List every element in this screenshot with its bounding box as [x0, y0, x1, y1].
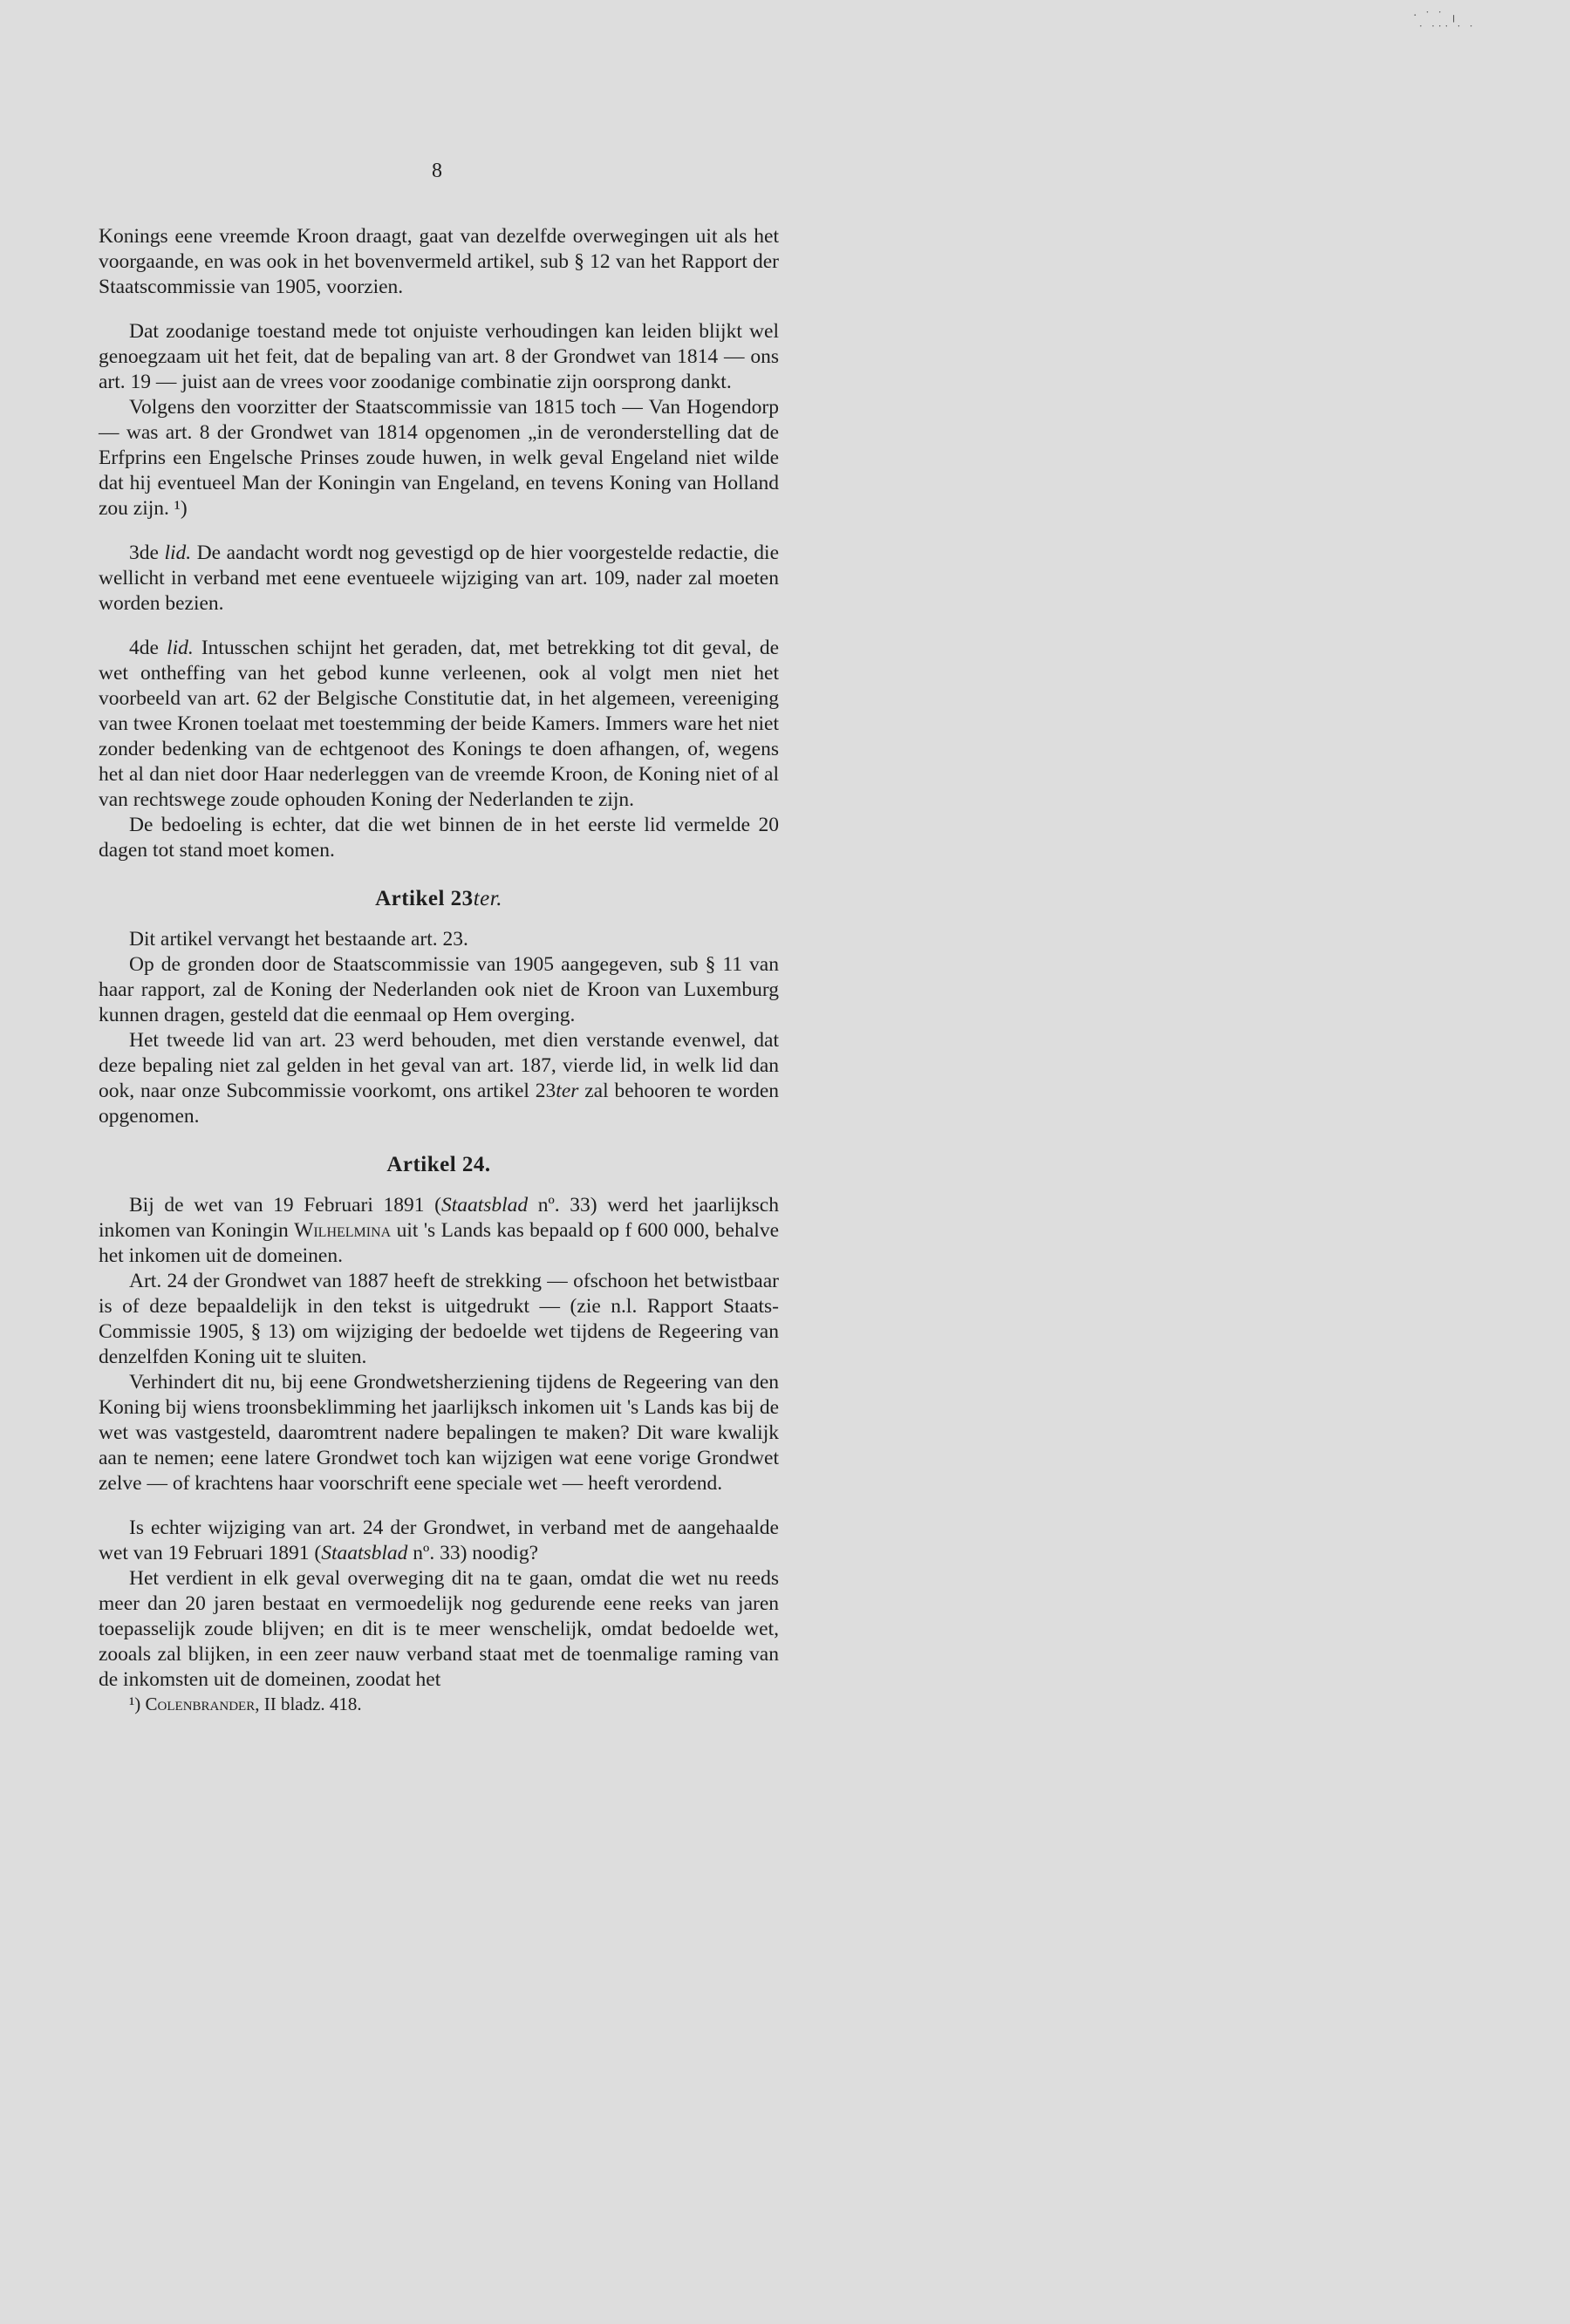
paragraph-lid-4-continued: De bedoeling is echter, dat die wet binnen de in het eerste lid vermelde 20 dagen tot stand moet komen.: [99, 814, 779, 862]
lid-4-lid: lid.: [167, 637, 194, 659]
paragraph-23ter-1: Dit artikel vervangt het bestaande art. 23.: [129, 928, 468, 951]
page-number: 8: [432, 160, 442, 182]
paragraph-toestand: Dat zoodanige toestand mede tot onjuiste verhoudingen kan leiden blijkt wel genoegzaam uit het feit, dat de bepaling van art. 8 der Grondwet van 1814 — ons art. 19 — juist aan de vrees voor zoodanige combinatie zijn oorsprong dankt.: [99, 320, 779, 393]
scan-specks: · ˙ ˙ ╷ ˙ ˙˙˙ ˙ ˙: [1413, 10, 1476, 37]
paragraph-lid-3: [99, 541, 779, 617]
lid-3-lid: lid.: [164, 542, 192, 564]
art24-p1-c: uit 's Lands kas bepaald op f 600 000, behalve het inkomen uit de domeinen.: [99, 1219, 779, 1267]
paragraph-24-3: Verhindert dit nu, bij eene Grondwetsherziening tijdens de Regeering van den Koning bij wiens troonsbeklimming het jaarlijksch inkomen uit 's Lands kas bij de wet was vastgesteld, daaromtrent nadere bepalingen te maken? Dit ware kwalijk aan te nemen; eene latere Grondwet toch kan wijzigen wat eene vorige Grondwet zelve — of krachtens haar voorschrift eene speciale wet — heeft verordend.: [99, 1371, 779, 1495]
art24-p4-b: nº. 33) noodig?: [407, 1542, 538, 1564]
paragraph-24-5: Het verdient in elk geval overweging dit na te gaan, omdat die wet nu reeds meer dan 20 jaren bestaat en vermoedelijk nog gedurende eene reeks van jaren toepasselijk zoude blijven; en dit is te meer wenschelijk, omdat bedoelde wet, zooals zal blijken, in een zeer nauw verband staat met de toenmalige raming van de inkomsten uit de domeinen, zoodat het: [99, 1567, 779, 1691]
art24-p1-wilhelmina: Wilhelmina: [294, 1219, 392, 1242]
art24-p4-a: Is echter wijziging van art. 24 der Grondwet, in verband met de aangehaalde wet van 19 Februari 1891 (: [99, 1516, 779, 1564]
lid-4-text: Intusschen schijnt het geraden, dat, met betrekking tot dit geval, de wet ontheffing van het gebod kunne verleenen, ook al volgt men niet het voorbeeld van art. 62 der Belgische Constitutie dat, in het algemeen, vereeniging van twee Kronen toelaat met toestemming der beide Kamers. Immers ware het niet zonder bedenking van de echtgenoot des Konings te doen afhangen, of, wegens het al dan niet door Haar nederleggen van de vreemde Kroon, de Koning niet of al van rechtswege zoude ophouden Koning der Nederlanden te zijn.: [99, 637, 779, 811]
art23-p3-a: Het tweede lid van art. 23 werd behouden, met dien verstande evenwel, dat deze bepaling niet zal gelden in het geval van art. 187, vierde lid, in welk lid dan ook, naar onze Subcommissie voorkomt, ons artikel 23: [99, 1029, 779, 1102]
paragraph-van-hogendorp: Volgens den voorzitter der Staatscommissie van 1815 toch — Van Hogendorp — was art. 8 der Grondwet van 1814 opgenomen „in de veronderstelling dat de Erfprins een Engelsche Prinses zoude huwen, in welk geval Engeland niet wilde dat hij eventueel Man der Koningin van Engeland, en tevens Koning van Holland zou zijn. ¹): [99, 396, 779, 520]
lid-3-text: De aandacht wordt nog gevestigd op de hier voorgestelde redactie, die wellicht in verband met eene eventueele wijziging van art. 109, nader zal moeten worden bezien.: [99, 542, 780, 615]
art24-p1-staatsblad: Staatsblad: [440, 1194, 529, 1217]
art24-p1-a: Bij de wet van 19 Februari 1891 (: [129, 1194, 441, 1217]
footnote-text: , II bladz. 418.: [255, 1694, 362, 1714]
lid-3-label: 3de: [129, 542, 165, 564]
text-column: [99, 224, 779, 1715]
footnote-author: Colenbrander: [145, 1694, 256, 1714]
footnote: [99, 1693, 779, 1715]
paragraph-23ter-2: Op de gronden door de Staatscommissie van 1905 aangegeven, sub § 11 van haar rapport, zal de Koning der Nederlanden ook niet de Kroon van Luxemburg kunnen dragen, gesteld dat die eenmaal op Hem overging.: [99, 953, 779, 1026]
art23-p3-b: zal behooren te worden opgenomen.: [99, 1080, 780, 1128]
paragraph-24-2: Art. 24 der Grondwet van 1887 heeft de strekking — ofschoon het betwistbaar is of deze bepaaldelijk in den tekst is uitgedrukt — (zie n.l. Rapport Staats-Commissie 1905, § 13) om wijziging der bedoelde wet tijdens de Regeering van denzelfden Koning uit te sluiten.: [99, 1270, 779, 1368]
paragraph-24-1: [99, 1193, 779, 1269]
heading-artikel-23ter: [99, 886, 779, 911]
heading-23ter-suffix: ter.: [473, 887, 502, 910]
footnote-mark: ¹): [129, 1694, 146, 1714]
lid-4-label: 4de: [129, 637, 167, 659]
heading-23ter-main: Artikel 23: [375, 887, 474, 910]
art23-p3-ter: ter: [556, 1080, 579, 1102]
paragraph-intro: Konings eene vreemde Kroon draagt, gaat van dezelfde overwegingen uit als het voorgaande, en was ook in het bovenvermeld artikel, sub § 12 van het Rapport der Staatscommissie van 1905, voorzien.: [99, 225, 779, 298]
paragraph-23ter-3: [99, 1028, 779, 1129]
paragraph-lid-4: [99, 636, 779, 813]
art24-p1-b: nº. 33) werd het jaarlijksch inkomen van Koningin: [99, 1194, 779, 1242]
paragraph-24-4: [99, 1516, 779, 1566]
heading-artikel-24: Artikel 24.: [386, 1153, 491, 1176]
art24-p4-staatsblad: Staatsblad: [321, 1542, 408, 1564]
